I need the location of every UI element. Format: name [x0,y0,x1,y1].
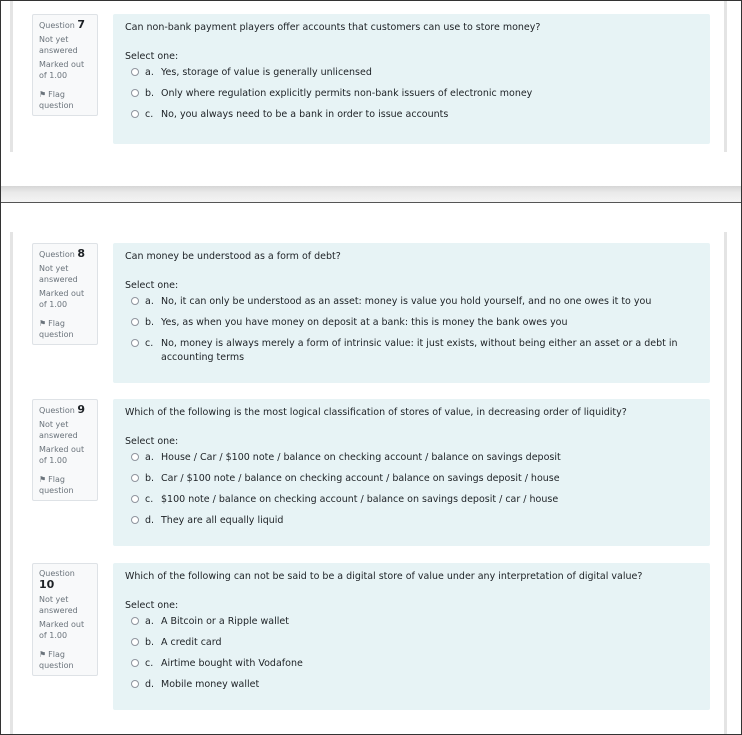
radio-button[interactable] [131,474,139,482]
answer-option[interactable] [125,108,698,122]
marked-text: Marked out of 1.00 [39,620,85,640]
question-number-value: 7 [77,18,85,31]
radio-button[interactable] [131,516,139,524]
marked-text: Marked out of 1.00 [39,60,85,80]
question-number [39,404,91,416]
radio-button[interactable] [131,339,139,347]
flag-label: Flag question [39,475,74,495]
option-text: Car / $100 note / balance on checking account / balance on savings deposit / house [161,473,560,484]
option-letter: b. [145,637,155,648]
select-one-label: Select one: [125,436,179,447]
question-label: Question [39,21,75,30]
option-letter: b. [145,473,155,484]
question-box [113,563,710,710]
status-text: Not yet answered [39,35,78,55]
option-letter: b. [145,88,155,99]
answer-option[interactable] [125,316,698,330]
radio-button[interactable] [131,68,139,76]
option-text: Yes, storage of value is generally unlicensed [161,67,372,78]
option-text: No, it can only be understood as an asset: money is value you hold yourself, and no one owes it to you [161,296,652,307]
marked-text: Marked out of 1.00 [39,289,85,309]
question-info [32,243,98,345]
answer-option[interactable] [125,514,698,528]
radio-button[interactable] [131,110,139,118]
marked-text: Marked out of 1.00 [39,445,85,465]
status-text: Not yet answered [39,595,78,615]
option-letter: a. [145,67,154,78]
select-one-label: Select one: [125,51,179,62]
radio-button[interactable] [131,495,139,503]
flag-label: Flag question [39,650,74,670]
select-one-label: Select one: [125,600,179,611]
radio-button[interactable] [131,680,139,688]
option-text: $100 note / balance on checking account / balance on savings deposit / car / house [161,494,559,505]
radio-button[interactable] [131,638,139,646]
status-text: Not yet answered [39,264,78,284]
option-letter: c. [145,109,154,120]
question-label: Question [39,569,75,578]
question-number [39,248,91,260]
option-text: A Bitcoin or a Ripple wallet [161,616,289,627]
option-text: Airtime bought with Vodafone [161,658,303,669]
status-text: Not yet answered [39,420,78,440]
answer-option[interactable] [125,66,698,80]
question-box [113,243,710,383]
question-number-value: 10 [39,578,55,591]
question-info [32,14,98,116]
question-text: Which of the following is the most logical classification of stores of value, in decreasing order of liquidity? [125,407,627,418]
answer-option[interactable] [125,295,698,309]
flag-question-link[interactable] [39,89,91,111]
question-text: Can non-bank payment players offer accounts that customers can use to store money? [125,22,541,33]
question-text: Which of the following can not be said to be a digital store of value under any interpretation of digital value? [125,571,643,582]
answer-option[interactable] [125,472,698,486]
select-one-label: Select one: [125,280,179,291]
answer-option[interactable] [125,87,698,101]
option-text: House / Car / $100 note / balance on checking account / balance on savings deposit [161,452,561,463]
option-letter: d. [145,679,155,690]
flag-icon: ⚑ [39,90,47,99]
answer-option[interactable] [125,615,698,629]
flag-icon: ⚑ [39,650,47,659]
option-letter: b. [145,317,155,328]
option-letter: a. [145,616,154,627]
radio-button[interactable] [131,617,139,625]
answer-option[interactable] [125,657,698,671]
option-letter: c. [145,658,154,669]
option-letter: d. [145,515,155,526]
flag-question-link[interactable] [39,649,91,671]
flag-question-link[interactable] [39,318,91,340]
option-text: They are all equally liquid [161,515,284,526]
option-text: Mobile money wallet [161,679,260,690]
radio-button[interactable] [131,453,139,461]
radio-button[interactable] [131,318,139,326]
option-text: Yes, as when you have money on deposit at a bank: this is money the bank owes you [161,317,568,328]
question-number-value: 8 [77,247,85,260]
answer-option[interactable] [125,493,698,507]
answer-option[interactable] [125,451,698,465]
answer-option[interactable] [125,678,698,692]
question-label: Question [39,250,75,259]
option-text: A credit card [161,637,222,648]
option-text: No, money is always merely a form of intrinsic value: it just exists, without being either an asset or a debt in accounting terms [161,338,678,363]
question-info [32,563,98,676]
question-number [39,568,91,591]
question-number-value: 9 [77,403,85,416]
flag-icon: ⚑ [39,475,47,484]
question-box [113,399,710,546]
option-letter: c. [145,338,154,349]
option-text: Only where regulation explicitly permits non-bank issuers of electronic money [161,88,533,99]
radio-button[interactable] [131,659,139,667]
option-letter: a. [145,452,154,463]
question-number [39,19,91,31]
option-text: No, you always need to be a bank in order to issue accounts [161,109,449,120]
option-letter: a. [145,296,154,307]
answer-option[interactable] [125,337,698,365]
option-letter: c. [145,494,154,505]
answer-option[interactable] [125,636,698,650]
flag-label: Flag question [39,319,74,339]
flag-question-link[interactable] [39,474,91,496]
question-box [113,14,710,144]
radio-button[interactable] [131,297,139,305]
flag-label: Flag question [39,90,74,110]
question-text: Can money be understood as a form of debt? [125,251,341,262]
question-label: Question [39,406,75,415]
question-info [32,399,98,501]
flag-icon: ⚑ [39,319,47,328]
radio-button[interactable] [131,89,139,97]
